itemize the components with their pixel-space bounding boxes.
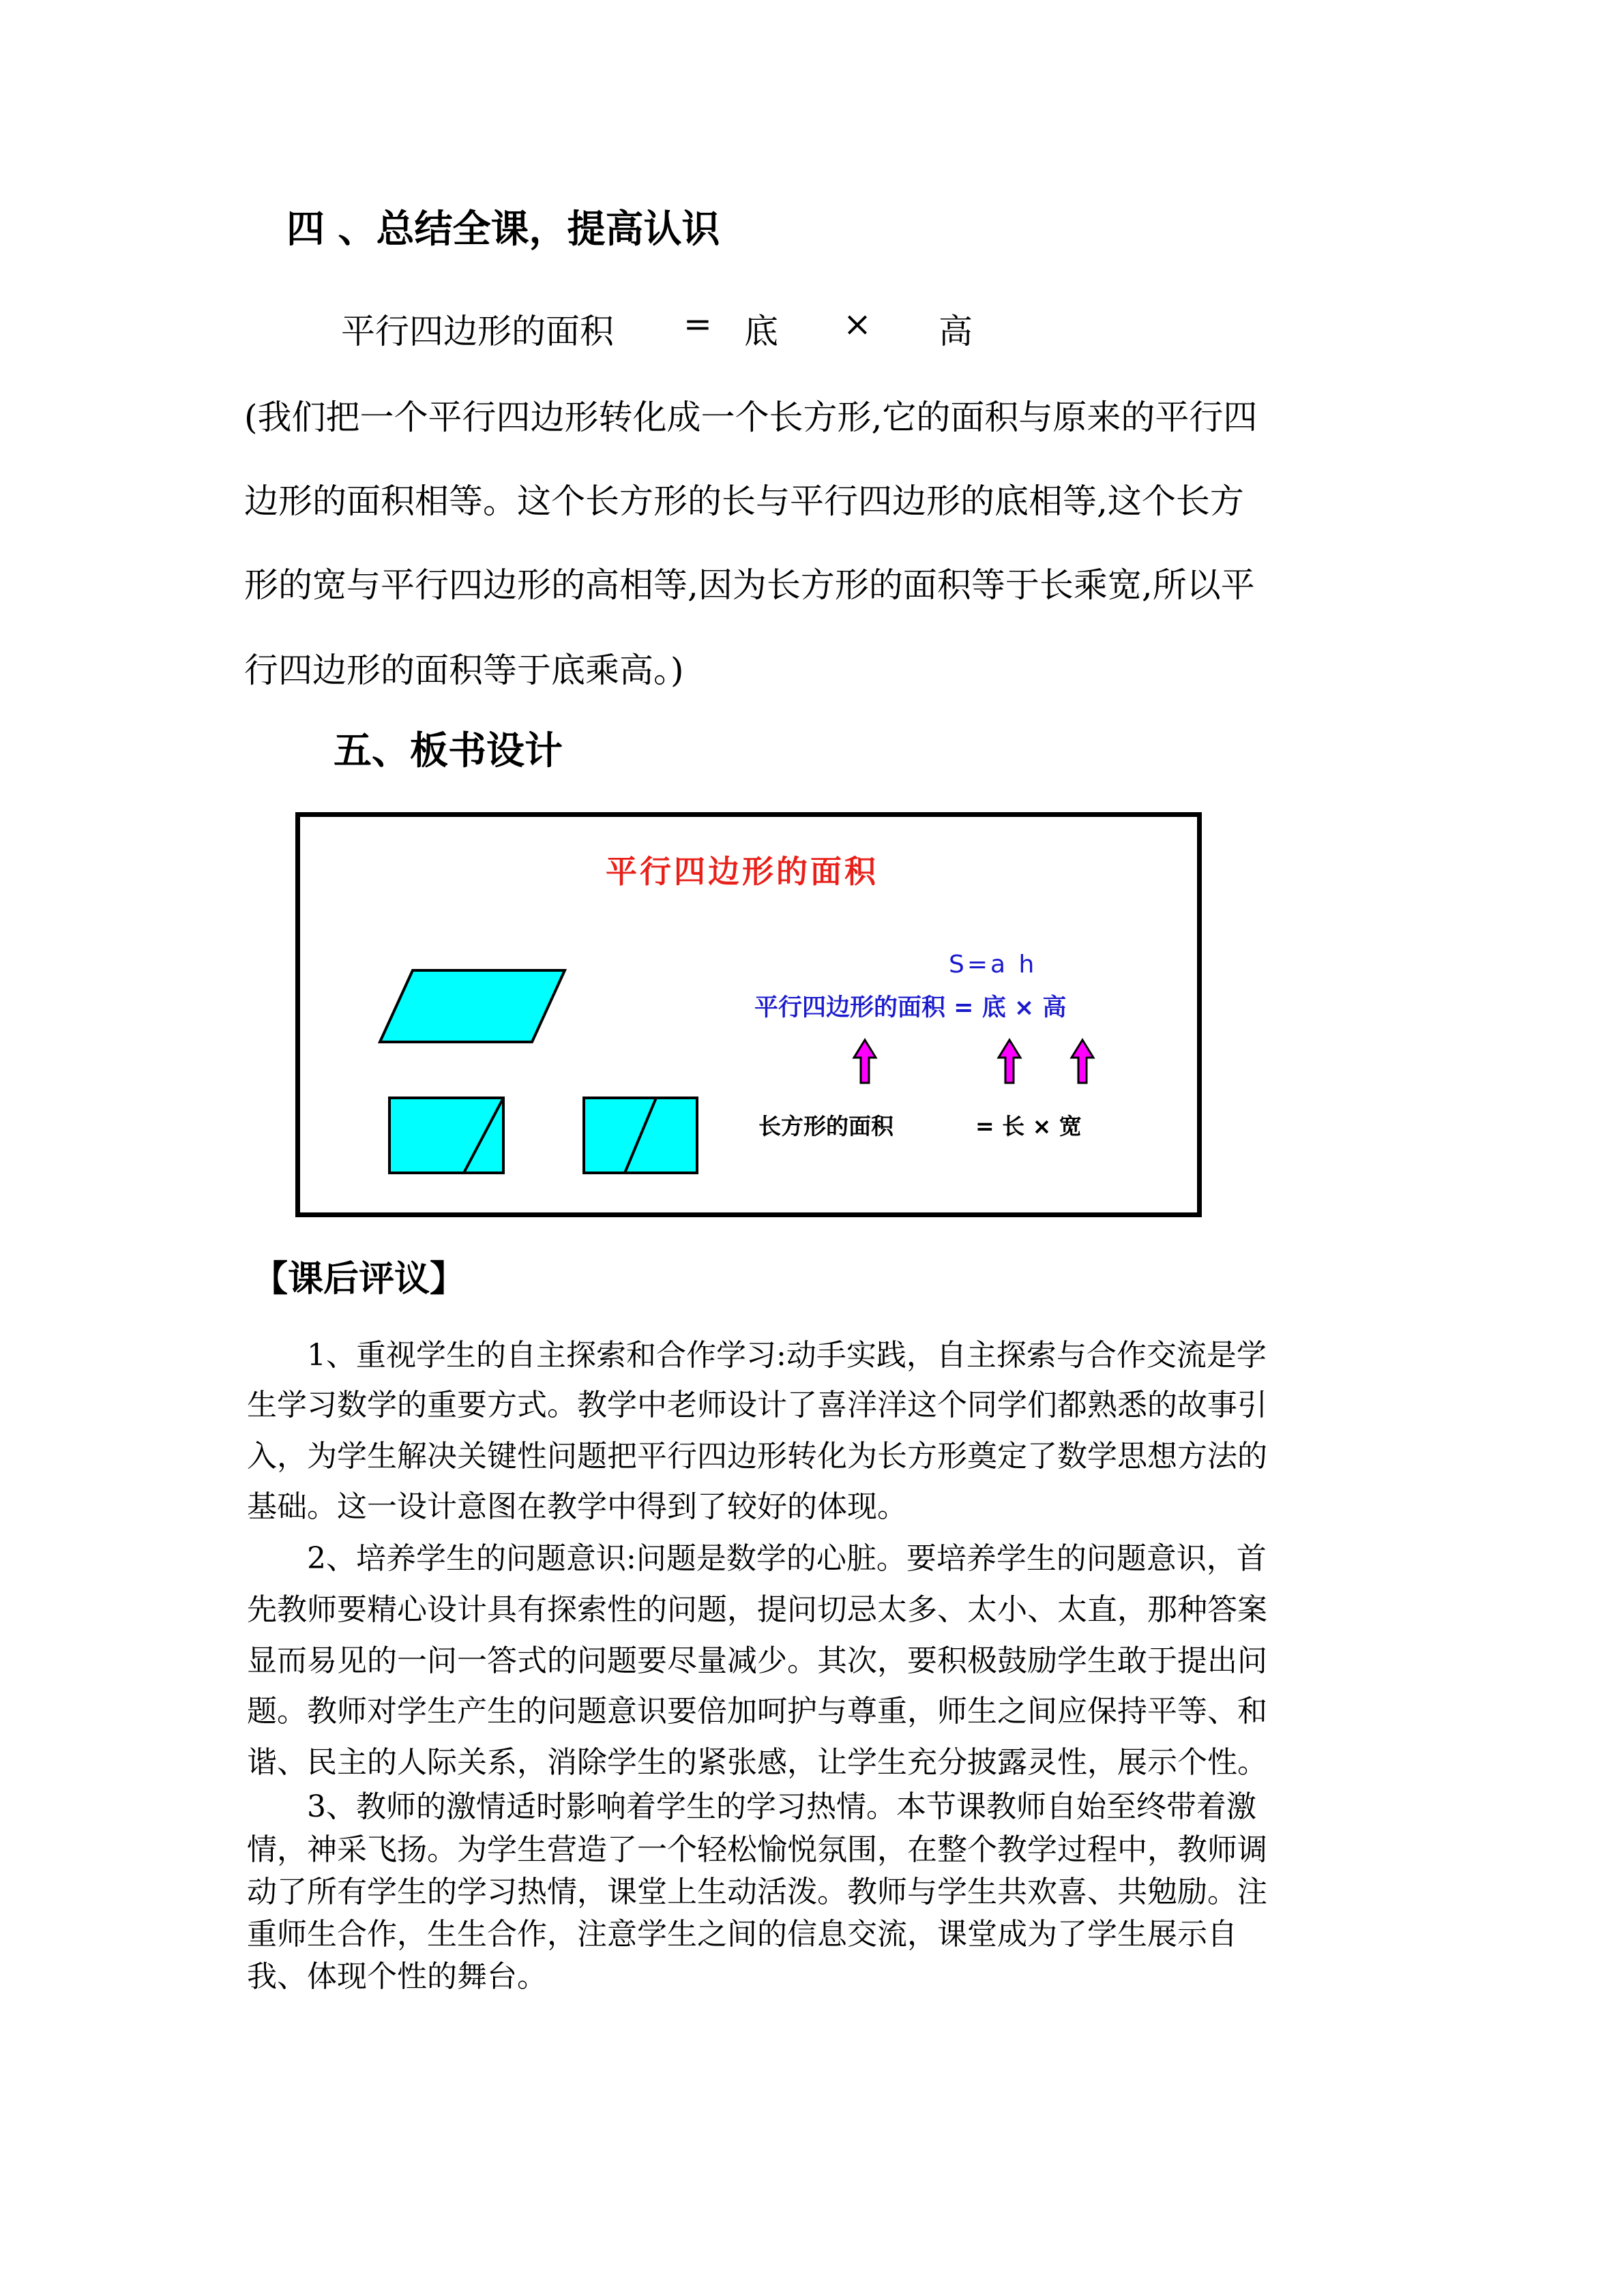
review-line: 基础。这一设计意图在教学中得到了较好的体现。 <box>247 1489 907 1524</box>
formula-eq: = <box>683 304 712 344</box>
section4-line: (我们把一个平行四边形转化成一个长方形,它的面积与原来的平行四 <box>244 398 1258 437</box>
section4-line: 行四边形的面积等于底乘高。) <box>244 651 684 690</box>
review-line: 先教师要精心设计具有探索性的问题，提问切忌太多、太小、太直，那种答案 <box>247 1592 1267 1627</box>
section5-heading: 五、板书设计 <box>334 729 563 773</box>
review-line: 2、培养学生的问题意识:问题是数学的心脏。要培养学生的问题意识，首 <box>247 1541 1267 1576</box>
review-line: 题。教师对学生产生的问题意识要倍加呵护与尊重，师生之间应保持平等、和 <box>247 1694 1267 1729</box>
section4-line: 形的宽与平行四边形的高相等,因为长方形的面积等于长乘宽,所以平 <box>244 565 1255 605</box>
blackboard-design-box <box>295 812 1202 1217</box>
parallelogram-shape <box>380 970 565 1042</box>
formula-times: × <box>843 304 872 344</box>
board-title: 平行四边形的面积 <box>606 853 879 890</box>
review-line: 生学习数学的重要方式。教学中老师设计了喜洋洋这个同学们都熟悉的故事引 <box>247 1388 1267 1422</box>
formula-left: 平行四边形的面积 <box>341 312 614 351</box>
board-formula-short: S=a h <box>949 951 1037 979</box>
review-line: 3、教师的激情适时影响着学生的学习热情。本节课教师自始至终带着激 <box>247 1789 1256 1824</box>
rectangle-shape-1 <box>389 1098 503 1173</box>
review-line: 显而易见的一问一答式的问题要尽量减少。其次，要积极鼓励学生敢于提出问 <box>247 1643 1267 1678</box>
review-line: 动了所有学生的学习热情，课堂上生动活泼。教师与学生共欢喜、共勉励。注 <box>247 1875 1267 1909</box>
formula-height: 高 <box>939 312 973 351</box>
review-line: 我、体现个性的舞台。 <box>247 1959 547 1994</box>
arrow-up-icon <box>854 1040 876 1083</box>
review-line: 谐、民主的人际关系，消除学生的紧张感，让学生充分披露灵性，展示个性。 <box>247 1745 1267 1780</box>
board-formula-rect-right: = 长 × 宽 <box>975 1113 1082 1139</box>
board-formula-rect-left: 长方形的面积 <box>758 1113 894 1139</box>
formula-base: 底 <box>744 312 778 351</box>
arrow-up-icon <box>999 1040 1020 1083</box>
section4-heading: 四 、总结全课，提高认识 <box>286 207 720 252</box>
review-line: 重师生合作，生生合作，注意学生之间的信息交流，课堂成为了学生展示自 <box>247 1917 1237 1952</box>
review-heading: 【课后评议】 <box>252 1259 466 1300</box>
section4-line: 边形的面积相等。这个长方形的长与平行四边形的底相等,这个长方 <box>244 481 1244 521</box>
review-line: 情，神采飞扬。为学生营造了一个轻松愉悦氛围，在整个教学过程中，教师调 <box>247 1832 1267 1867</box>
board-formula-parallelogram: 平行四边形的面积 = 底 × 高 <box>754 994 1067 1022</box>
review-line: 1、重视学生的自主探索和合作学习:动手实践，自主探索与合作交流是学 <box>247 1338 1267 1373</box>
review-line: 入，为学生解决关键性问题把平行四边形转化为长方形奠定了数学思想方法的 <box>247 1439 1267 1474</box>
arrow-up-icon <box>1072 1040 1093 1083</box>
